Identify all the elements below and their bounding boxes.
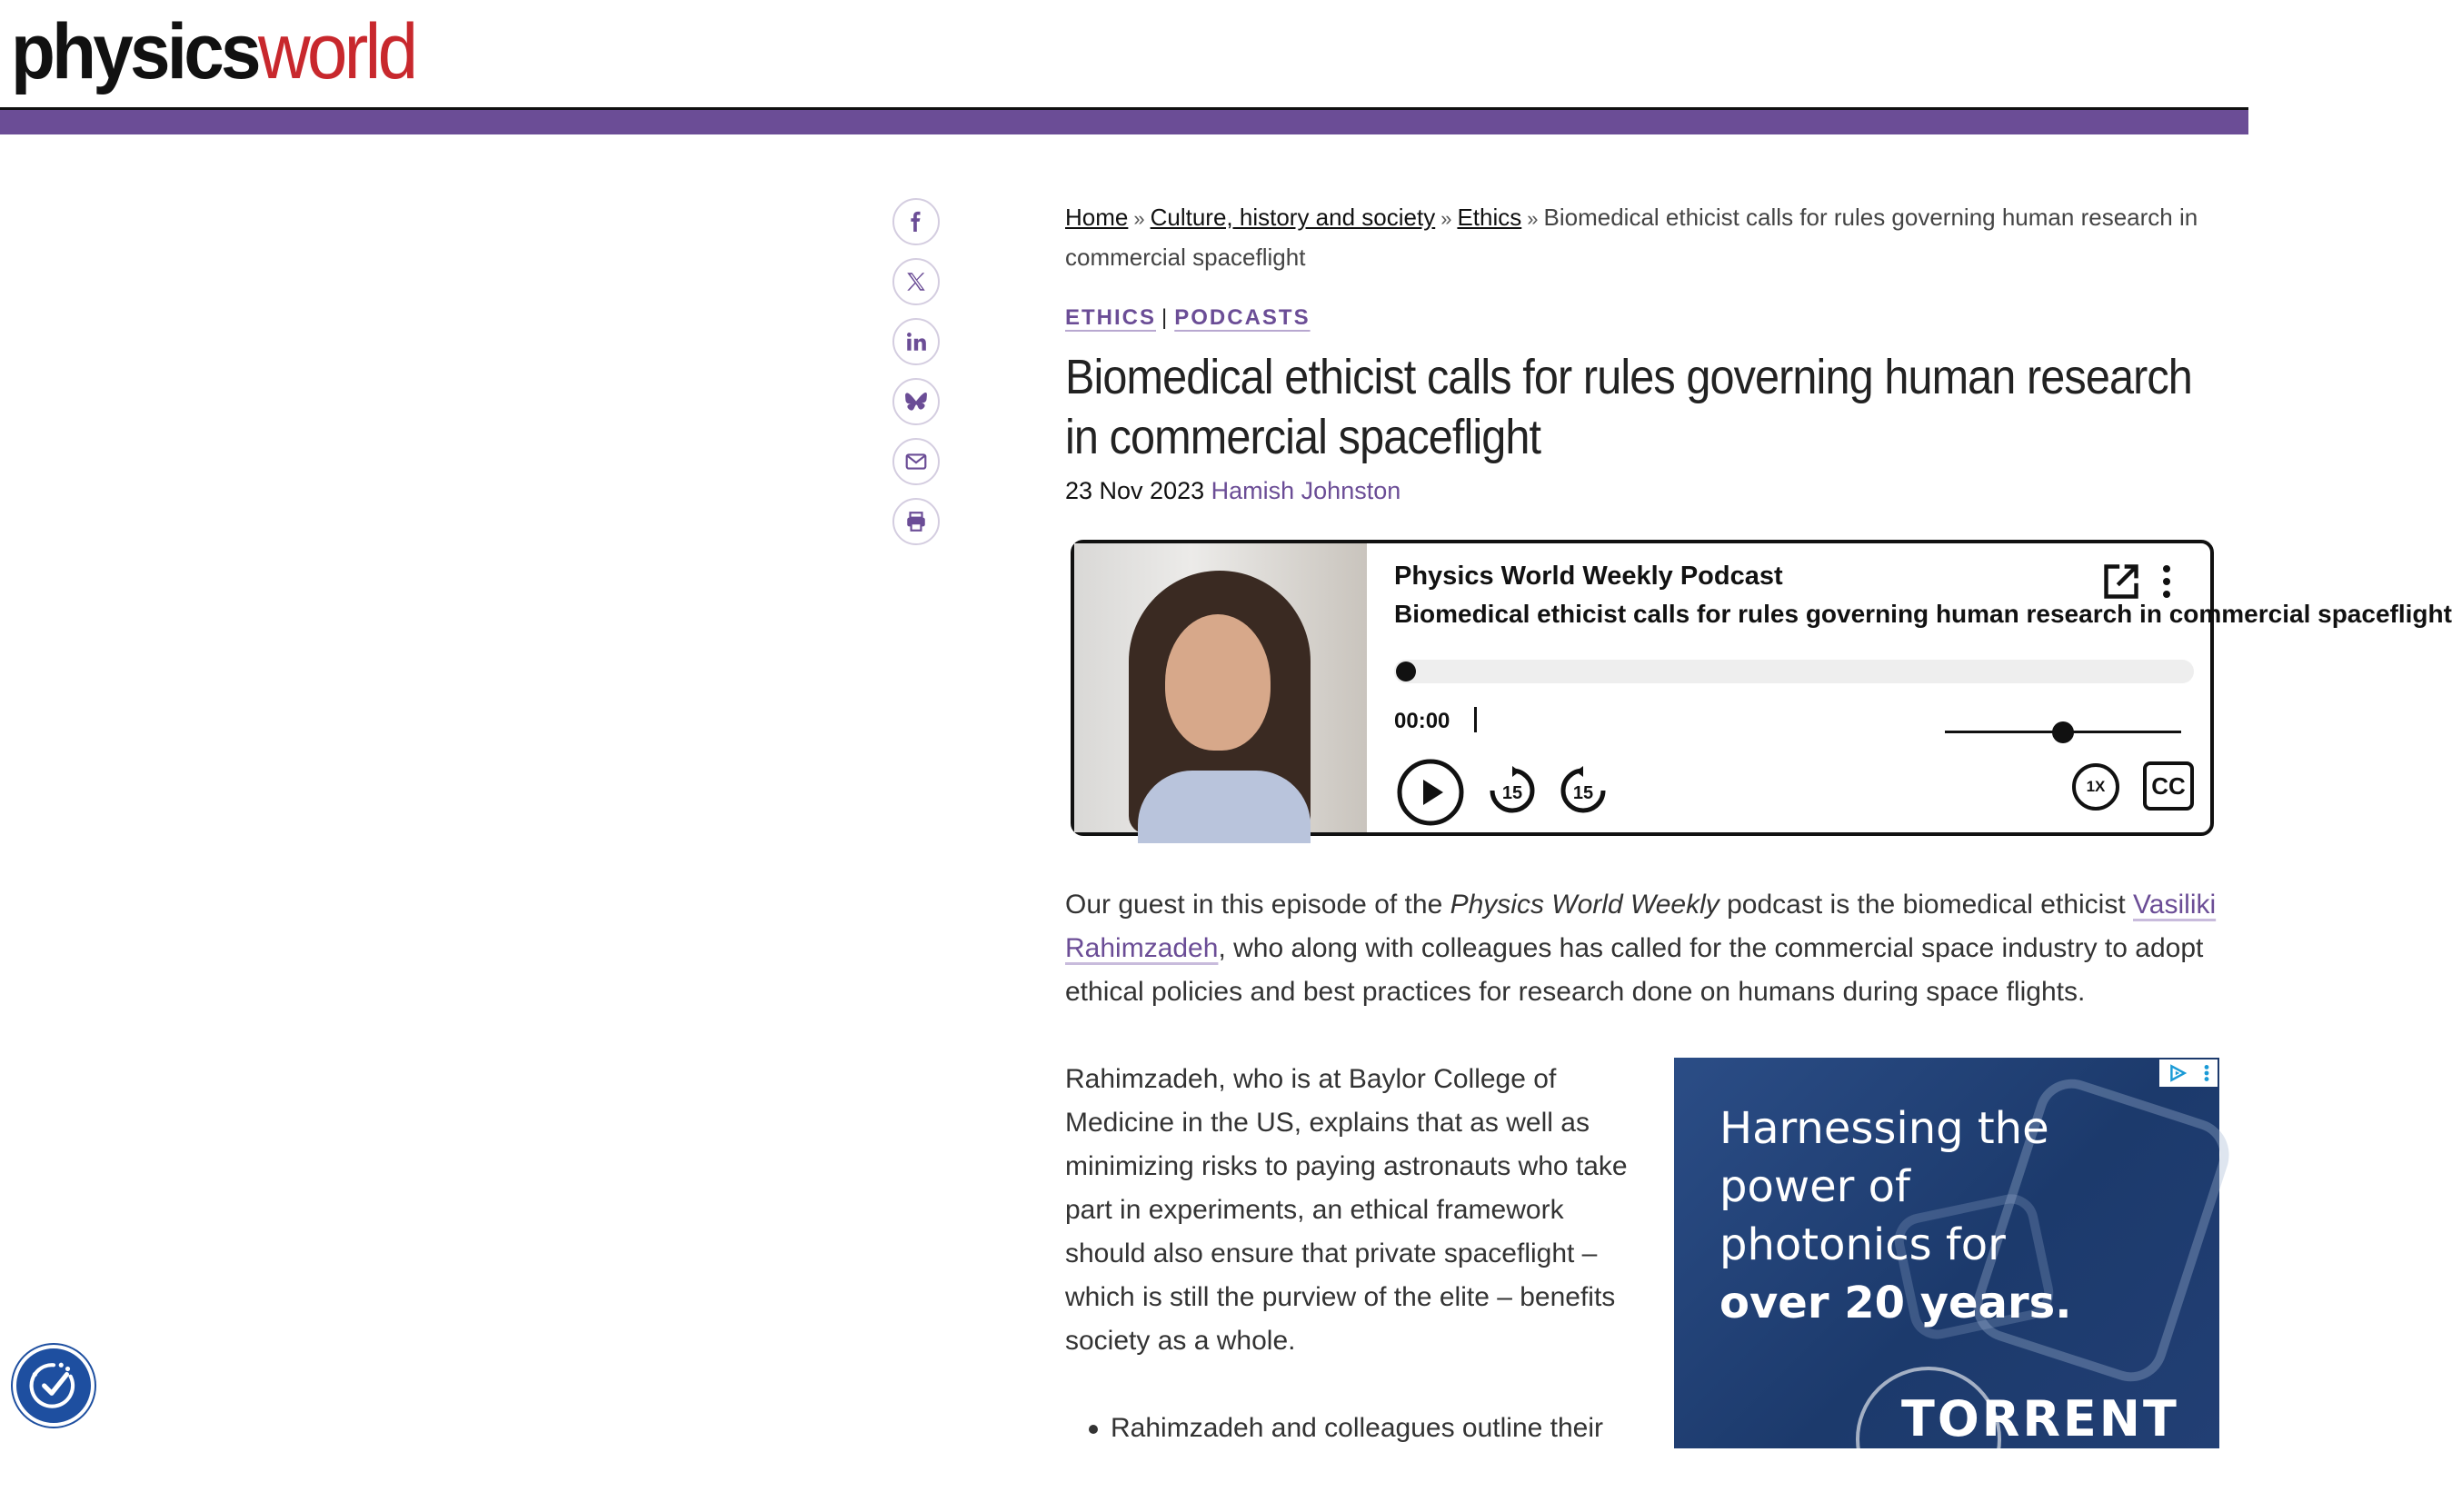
article-title: Biomedical ethicist calls for rules governing human research in commercial spaceflight	[1065, 350, 2192, 464]
skip-back-label: 15	[1501, 783, 1523, 803]
breadcrumb-home[interactable]: Home	[1065, 204, 1129, 231]
print-button[interactable]	[892, 498, 940, 545]
x-icon	[904, 270, 928, 293]
accessibility-button[interactable]	[13, 1345, 95, 1427]
bluesky-icon	[904, 390, 928, 413]
article-meta	[1065, 472, 2219, 509]
ad-choices-badge[interactable]	[2159, 1059, 2218, 1087]
ad-line-2: power of	[1719, 1161, 1910, 1212]
breadcrumb-current: Biomedical ethicist calls for rules governing human research in commercial spaceflight	[1065, 204, 2198, 271]
accessibility-check-icon	[25, 1358, 82, 1414]
open-external-icon[interactable]	[2101, 562, 2141, 602]
breadcrumb-section[interactable]: Culture, history and society	[1150, 204, 1436, 231]
advertisement[interactable]	[1674, 1058, 2219, 1448]
category-tags	[1065, 300, 2219, 336]
article-date: 23 Nov 2023	[1065, 477, 1205, 504]
ad-headline	[1719, 1099, 2119, 1332]
guest-link[interactable]: Vasiliki Rahimzadeh	[1065, 890, 2217, 963]
site-header	[0, 0, 2248, 134]
time-cursor	[1474, 707, 1477, 732]
list-item: Rahimzadeh and colleagues outline their	[1111, 1407, 1656, 1450]
playback-speed-button[interactable]: 1X	[2072, 763, 2119, 811]
volume-handle[interactable]	[2052, 721, 2074, 743]
logo-world: world	[257, 8, 415, 95]
email-icon	[904, 450, 928, 473]
adchoices-icon[interactable]	[2168, 1063, 2188, 1083]
print-icon	[904, 510, 928, 533]
progress-handle[interactable]	[1396, 662, 1416, 681]
article-paragraph-2: Rahimzadeh, who is at Baylor College of Medicine in the US, explains that as well as minimizing risks to paying astronauts who take part in experiments, an ethical framework should also ensure that private spaceflight – which is still the purview of the elite – benefits society as a whole.	[1065, 1064, 1628, 1356]
p1-text-a: Our guest in this episode of the	[1065, 890, 1450, 920]
breadcrumb-separator: »	[1527, 207, 1539, 230]
share-linkedin-button[interactable]	[892, 318, 940, 365]
author-link[interactable]: Hamish Johnston	[1211, 477, 1401, 504]
facebook-icon	[904, 210, 928, 234]
current-time: 00:00	[1394, 709, 1450, 733]
p1-text-c: , who along with colleagues has called for the commercial space industry to adopt ethical policies and best practices for research done on humans during space flights.	[1065, 933, 2204, 1007]
photo-face	[1165, 614, 1271, 751]
breadcrumb-separator: »	[1440, 207, 1452, 230]
breadcrumb-subsection[interactable]: Ethics	[1457, 204, 1522, 231]
podcast-episode-title: Biomedical ethicist calls for rules governing human research in commercial spaceflight	[1394, 600, 2452, 628]
article-main	[1065, 198, 2452, 803]
share-email-button[interactable]	[892, 438, 940, 485]
ad-brand: TORRENT	[1901, 1390, 2179, 1447]
photo-shirt	[1138, 771, 1311, 843]
ad-line-4: over 20 years.	[1719, 1278, 2072, 1328]
logo-physics: physics	[11, 8, 258, 95]
ad-menu-icon[interactable]	[2203, 1063, 2210, 1083]
category-podcasts-link[interactable]: PODCASTS	[1174, 305, 1311, 330]
captions-button[interactable]: CC	[2143, 761, 2194, 811]
p1-publication: Physics World Weekly	[1450, 890, 1719, 920]
guest-photo	[1074, 543, 1367, 832]
ad-line-3: photonics for	[1719, 1219, 2006, 1270]
breadcrumb	[1065, 198, 2219, 276]
share-facebook-button[interactable]	[892, 198, 940, 245]
ad-line-1: Harnessing the	[1719, 1103, 2049, 1154]
progress-track[interactable]	[1394, 660, 2194, 683]
podcast-show-title: Physics World Weekly Podcast	[1394, 562, 1783, 591]
play-icon[interactable]	[1396, 758, 1465, 827]
category-ethics-link[interactable]: ETHICS	[1065, 305, 1157, 330]
breadcrumb-separator: »	[1133, 207, 1145, 230]
category-divider: |	[1161, 305, 1170, 330]
p1-text-b: podcast is the biomedical ethicist	[1719, 890, 2134, 920]
podcast-player	[1071, 540, 2452, 836]
more-options-icon[interactable]	[2158, 562, 2176, 602]
linkedin-icon	[904, 330, 928, 353]
share-rail	[892, 198, 940, 558]
skip-forward-icon[interactable]	[1556, 763, 1610, 818]
site-logo[interactable]	[11, 8, 415, 95]
article-paragraph-1	[1065, 883, 2228, 1014]
share-bluesky-button[interactable]	[892, 378, 940, 425]
header-accent-bar	[0, 110, 2248, 134]
skip-back-icon[interactable]	[1485, 763, 1540, 818]
skip-forward-label: 15	[1572, 783, 1594, 803]
share-x-button[interactable]	[892, 258, 940, 305]
